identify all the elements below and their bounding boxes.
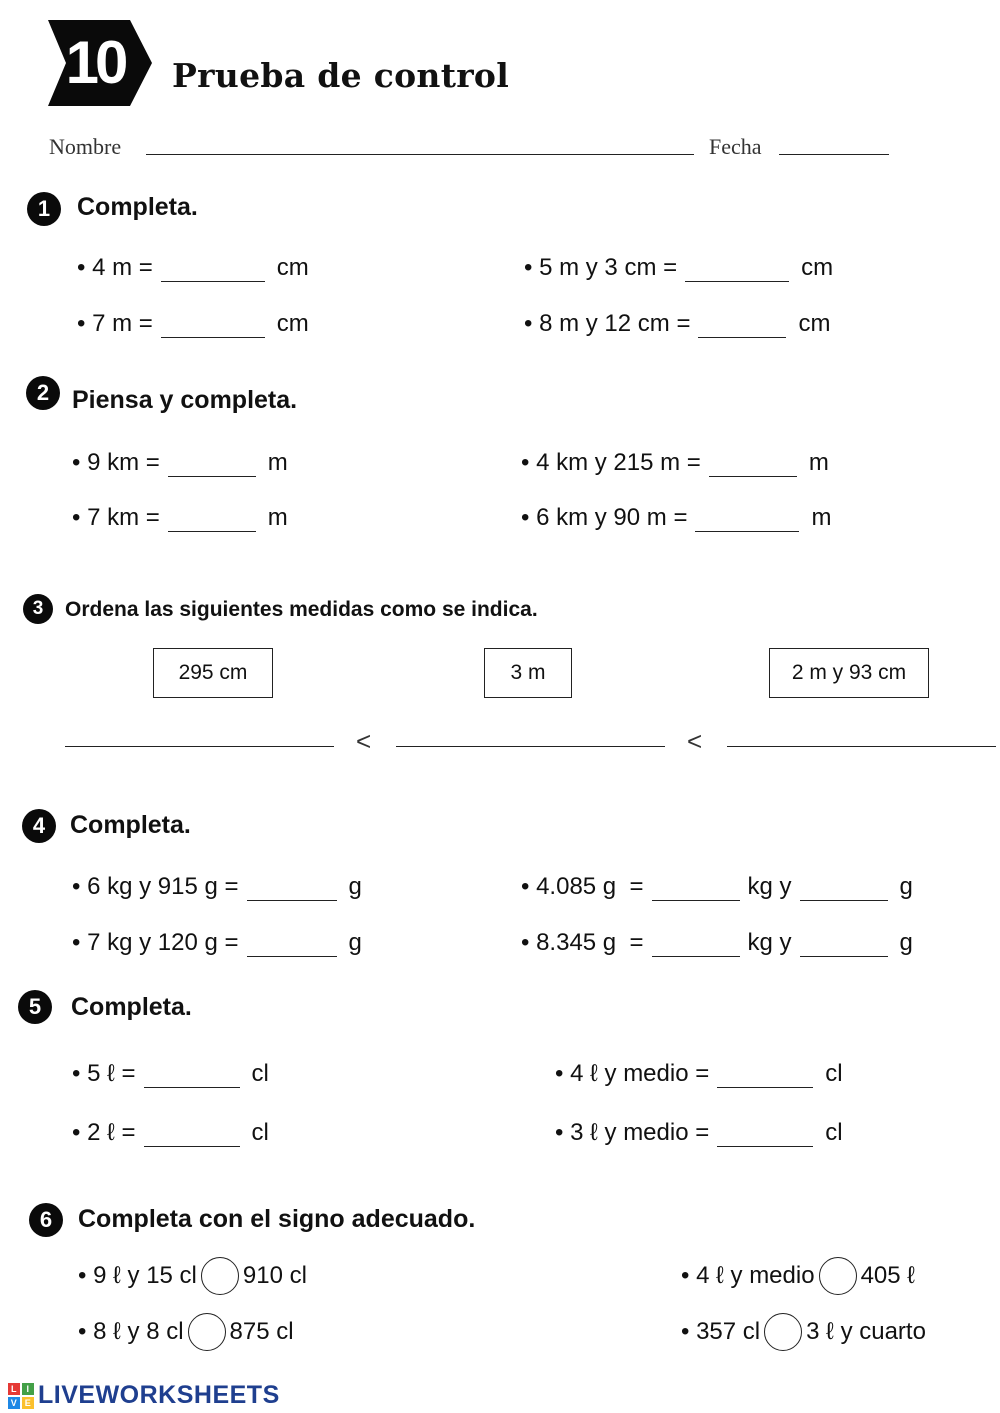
sign-circle[interactable]: [201, 1257, 239, 1295]
answer-blank[interactable]: [144, 1122, 240, 1147]
name-label: Nombre: [49, 134, 122, 159]
expression: 8.345 g =: [536, 929, 644, 956]
unit: cm: [798, 310, 831, 337]
bullet: •: [72, 1119, 81, 1146]
unit: m: [808, 449, 829, 476]
sign-circle[interactable]: [764, 1313, 802, 1351]
answer-blank[interactable]: [695, 507, 799, 532]
bullet: •: [681, 1262, 690, 1289]
unit-mid: kg y: [747, 873, 792, 900]
bullet: •: [521, 449, 530, 476]
s4-item-4: [521, 923, 913, 957]
bullet: •: [521, 929, 530, 956]
measure-box-3: 2 m y 93 cm: [769, 648, 929, 698]
measure-box-1: 295 cm: [153, 648, 273, 698]
s2-item-1: [72, 443, 288, 477]
expression: 3 ℓ y medio =: [570, 1119, 710, 1146]
less-than-sign-1: <: [356, 726, 372, 756]
unit: m: [267, 449, 288, 476]
less-than-sign-2: <: [687, 726, 703, 756]
bullet: •: [72, 504, 81, 531]
bullet: •: [78, 1262, 87, 1289]
bullet: •: [521, 873, 530, 900]
section-3-heading: Ordena las siguientes medidas como se indica.: [65, 598, 538, 621]
bullet: •: [72, 1060, 81, 1087]
section-2-heading: Piensa y completa.: [72, 386, 298, 414]
s6-item-3: [78, 1312, 294, 1352]
page-title: Prueba de control: [172, 56, 510, 95]
s5-item-2: [555, 1054, 843, 1088]
expression: 6 km y 90 m =: [536, 504, 688, 531]
answer-blank[interactable]: [717, 1122, 813, 1147]
answer-blank[interactable]: [717, 1063, 813, 1088]
s5-item-3: [72, 1113, 269, 1147]
s5-item-4: [555, 1113, 843, 1147]
unit: cl: [825, 1060, 843, 1087]
sign-circle[interactable]: [188, 1313, 226, 1351]
expression: 9 km =: [87, 449, 160, 476]
expression: 7 kg y 120 g =: [87, 929, 239, 956]
answer-blank[interactable]: [168, 452, 256, 477]
answer-blank[interactable]: [709, 452, 797, 477]
date-label: Fecha: [709, 134, 762, 159]
bullet: •: [72, 873, 81, 900]
order-blank-3[interactable]: [727, 746, 996, 747]
answer-blank[interactable]: [161, 257, 265, 282]
s6-item-1: [78, 1256, 307, 1296]
date-field[interactable]: [779, 154, 889, 155]
answer-blank[interactable]: [144, 1063, 240, 1088]
bullet: •: [72, 929, 81, 956]
brand-text: LIVEWORKSHEETS: [38, 1381, 280, 1409]
s2-item-2: [521, 443, 829, 477]
section-2-number: 2: [26, 376, 60, 410]
logo-letter: L: [8, 1383, 20, 1395]
s2-item-3: [72, 498, 288, 532]
answer-blank-g[interactable]: [800, 932, 888, 957]
unit: g: [899, 873, 913, 900]
section-6-number: 6: [29, 1203, 63, 1237]
expression: 2 ℓ =: [87, 1119, 136, 1146]
answer-blank[interactable]: [161, 313, 265, 338]
left-expression: 4 ℓ y medio: [696, 1262, 815, 1289]
unit: g: [348, 929, 362, 956]
s6-item-4: [681, 1312, 926, 1352]
expression: 5 ℓ =: [87, 1060, 136, 1087]
bullet: •: [78, 1318, 87, 1345]
s4-item-2: [521, 867, 913, 901]
section-3-number: 3: [23, 594, 53, 624]
unit: m: [811, 504, 832, 531]
order-blank-2[interactable]: [396, 746, 665, 747]
expression: 7 km =: [87, 504, 160, 531]
bullet: •: [524, 254, 533, 281]
unit: cm: [276, 254, 309, 281]
s1-item-4: [524, 304, 830, 338]
unit-number: 10: [65, 28, 125, 96]
s1-item-1: [77, 248, 309, 282]
answer-blank-kg[interactable]: [652, 876, 740, 901]
expression: 4 ℓ y medio =: [570, 1060, 710, 1087]
section-4-heading: Completa.: [70, 811, 191, 839]
answer-blank[interactable]: [247, 932, 337, 957]
logo-letter: E: [22, 1397, 34, 1409]
unit: cl: [251, 1060, 269, 1087]
sign-circle[interactable]: [819, 1257, 857, 1295]
answer-blank[interactable]: [168, 507, 256, 532]
section-1-number: 1: [27, 192, 61, 226]
liveworksheets-logo-icon: [8, 1383, 34, 1409]
bullet: •: [77, 310, 86, 337]
order-blank-1[interactable]: [65, 746, 334, 747]
right-expression: 875 cl: [229, 1318, 294, 1345]
answer-blank-kg[interactable]: [652, 932, 740, 957]
answer-blank-g[interactable]: [800, 876, 888, 901]
expression: 4 km y 215 m =: [536, 449, 701, 476]
bullet: •: [681, 1318, 690, 1345]
expression: 5 m y 3 cm =: [539, 254, 678, 281]
expression: 7 m =: [92, 310, 153, 337]
s4-item-1: [72, 867, 362, 901]
right-expression: 3 ℓ y cuarto: [806, 1318, 926, 1345]
bullet: •: [77, 254, 86, 281]
section-5-heading: Completa.: [71, 993, 192, 1021]
expression: 8 m y 12 cm =: [539, 310, 691, 337]
s5-item-1: [72, 1054, 269, 1088]
liveworksheets-footer[interactable]: [8, 1381, 280, 1410]
left-expression: 357 cl: [696, 1318, 761, 1345]
name-field[interactable]: [146, 154, 694, 155]
answer-blank[interactable]: [685, 257, 789, 282]
logo-letter: V: [8, 1397, 20, 1409]
measure-box-2: 3 m: [484, 648, 572, 698]
answer-blank[interactable]: [247, 876, 337, 901]
left-expression: 8 ℓ y 8 cl: [93, 1318, 184, 1345]
s1-item-3: [77, 304, 309, 338]
logo-letter: I: [22, 1383, 34, 1395]
bullet: •: [72, 449, 81, 476]
right-expression: 910 cl: [242, 1262, 307, 1289]
bullet: •: [555, 1060, 564, 1087]
unit: g: [348, 873, 362, 900]
unit: cl: [251, 1119, 269, 1146]
answer-blank[interactable]: [698, 313, 786, 338]
unit: m: [267, 504, 288, 531]
bullet: •: [521, 504, 530, 531]
section-1-heading: Completa.: [77, 193, 198, 221]
section-4-number: 4: [22, 809, 56, 843]
s6-item-2: [681, 1256, 915, 1296]
expression: 4.085 g =: [536, 873, 644, 900]
section-6-heading: Completa con el signo adecuado.: [78, 1205, 476, 1233]
s1-item-2: [524, 248, 833, 282]
section-5-number: 5: [18, 990, 52, 1024]
unit-mid: kg y: [747, 929, 792, 956]
s4-item-3: [72, 923, 362, 957]
unit: cm: [801, 254, 834, 281]
unit: cm: [276, 310, 309, 337]
unit: g: [899, 929, 913, 956]
expression: 6 kg y 915 g =: [87, 873, 239, 900]
right-expression: 405 ℓ: [860, 1262, 916, 1289]
unit: cl: [825, 1119, 843, 1146]
bullet: •: [524, 310, 533, 337]
s2-item-4: [521, 498, 831, 532]
left-expression: 9 ℓ y 15 cl: [93, 1262, 197, 1289]
expression: 4 m =: [92, 254, 153, 281]
bullet: •: [555, 1119, 564, 1146]
